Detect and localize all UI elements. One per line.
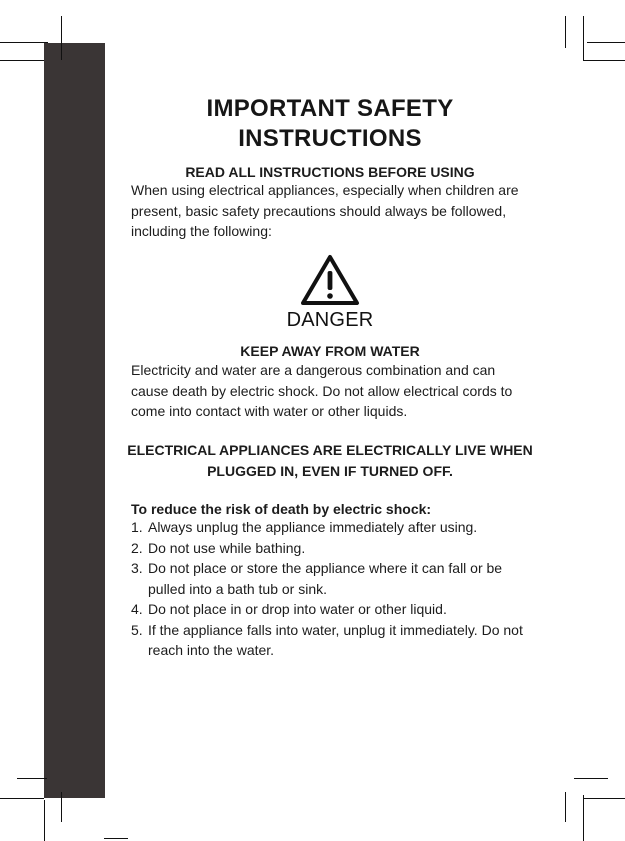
list-item [131, 538, 551, 559]
reduce-risk-heading: To reduce the risk of death by electric shock: [131, 501, 432, 517]
item-text: If the appliance falls into water, unplug it immediately. Do not [148, 621, 523, 638]
intro-line: present, basic safety precautions should always be followed, [131, 202, 507, 219]
live-warning [105, 440, 555, 481]
danger-label: DANGER [286, 309, 374, 331]
keep-away-heading: KEEP AWAY FROM WATER [240, 343, 420, 359]
page-edge-band [44, 43, 105, 798]
intro-line: including the following: [131, 223, 272, 239]
warning-triangle-icon [300, 254, 360, 306]
water-line: come into contact with water or other liquids. [131, 403, 408, 419]
item-text: Always unplug the appliance immediately after using. [148, 519, 478, 535]
item-number: 3. [131, 560, 143, 576]
live-warning-line: PLUGGED IN, EVEN IF TURNED OFF. [207, 462, 453, 479]
item-text: Do not place or store the appliance where it can fall or be [148, 560, 503, 576]
read-instructions-heading: READ ALL INSTRUCTIONS BEFORE USING [185, 164, 475, 180]
list-item [131, 599, 551, 620]
list-item [131, 558, 551, 599]
page-title [105, 94, 555, 154]
water-line: Electricity and water are a dangerous combination and can [131, 362, 496, 378]
live-warning-line: ELECTRICAL APPLIANCES ARE ELECTRICALLY LIVE WHEN [127, 442, 533, 458]
item-text: Do not use while bathing. [148, 539, 306, 556]
water-paragraph [131, 360, 561, 422]
item-text: reach into the water. [148, 642, 275, 658]
water-line: cause death by electric shock. Do not allow electrical cords to [131, 382, 513, 399]
title-line-1: IMPORTANT SAFETY [206, 95, 454, 122]
title-line-2: INSTRUCTIONS [238, 125, 422, 152]
item-number: 1. [131, 519, 143, 535]
intro-line: When using electrical appliances, especially when children are [131, 182, 519, 198]
list-item [131, 517, 551, 538]
item-number: 2. [131, 539, 143, 556]
item-number: 4. [131, 601, 143, 617]
safety-list [131, 517, 551, 661]
item-text: Do not place in or drop into water or other liquid. [148, 601, 447, 617]
intro-paragraph [131, 180, 561, 242]
list-item [131, 620, 551, 661]
item-text: pulled into a bath tub or sink. [148, 580, 328, 597]
item-number: 5. [131, 621, 143, 638]
